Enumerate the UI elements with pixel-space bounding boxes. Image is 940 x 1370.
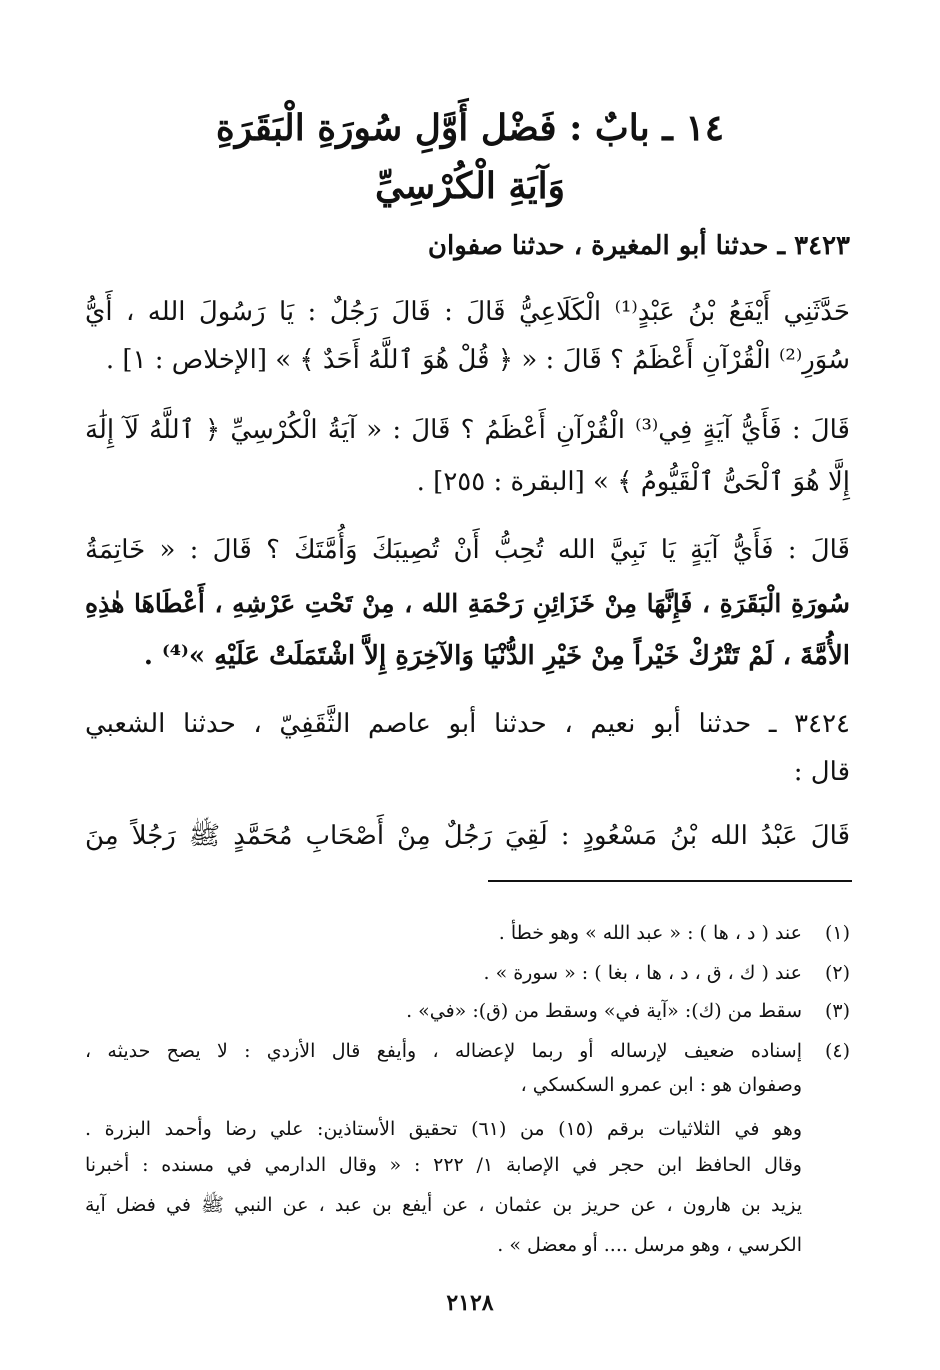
footnote-4-line-6: الكرسي ، وهو مرسل .... أو معضل » . — [497, 1234, 802, 1256]
hadith-3423-line-3: قَالَ : فَأَيُّ آيَةٍ فِي⁽³⁾ الْقُرْآنِ أَعْظَمُ ؟ قَالَ : « آيَةُ الْكُرْسِيِّ ﴿ ٱللَّهُ لَآ إِلَٰهَ — [85, 415, 850, 445]
hadith-3424-isnad-line-1: ٣٤٢٤ ـ حدثنا أبو نعيم ، حدثنا أبو عاصم الثَّقَفِيّ ، حدثنا الشعبي — [85, 709, 850, 739]
footnote-1-text: عند ( د ، ها ) : « عبد الله » وهو خطأ . — [498, 922, 802, 944]
footnote-2-text: عند ( ك ، ق ، د ، ها ، بغا ) : « سورة » . — [483, 962, 802, 984]
footnote-2-number: (٢) — [824, 962, 850, 984]
footnote-4-line-2: وصفوان هو : ابن عمرو السكسكي ، — [520, 1074, 802, 1096]
hadith-3424-matn-line-1: قَالَ عَبْدُ الله بْنُ مَسْعُودٍ : لَقِيَ رَجُلٌ مِنْ أَصْحَابِ مُحَمَّدٍ ﷺ رَجُلاً مِنَ — [85, 821, 850, 851]
footnote-4-line-3: وهو في الثلاثيات برقم (١٥) من (٦١) تحقيق الأستاذين: علي رضا وأحمد البزرة . — [85, 1118, 802, 1140]
footnote-4-line-1: إسناده ضعيف لإرساله أو ربما لإعضاله ، وأيفع قال الأزدي : لا يصح حديثه ، — [85, 1040, 802, 1062]
hadith-3423-line-4: إِلَّا هُوَ ٱلْحَىُّ ٱلْقَيُّومُ ﴾ » [البقرة : ٢٥٥] . — [416, 467, 850, 497]
hadith-3424-isnad-line-2: قال : — [793, 757, 850, 787]
footnote-4-line-5: يزيد بن هارون ، عن حريز بن عثمان ، عن أيفع بن عبد ، عن النبي ﷺ في فضل آية — [85, 1194, 802, 1216]
footnote-3-text: سقط من (ك): «آية في» وسقط من (ق): «في» . — [406, 1000, 802, 1022]
hadith-3423-isnad: ٣٤٢٣ ـ حدثنا أبو المغيرة ، حدثنا صفوان — [427, 231, 850, 261]
footnote-1-number: (١) — [824, 922, 850, 944]
hadith-3423-line-2: سُوَرِ⁽²⁾ الْقُرْآنِ أَعْظَمُ ؟ قَالَ : « ﴿ قُلْ هُوَ ٱللَّهُ أَحَدٌ ﴾ » [الإخلاص : ١] . — [105, 345, 850, 375]
footnote-3-number: (٣) — [824, 1000, 850, 1022]
footnote-separator — [488, 880, 852, 882]
page-number: ٢١٢٨ — [446, 1290, 494, 1316]
hadith-3423-line-1: حَدَّثَنِي أَيْفَعُ بْنُ عَبْدٍ⁽¹⁾ الْكَلَاعِيُّ قَالَ : قَالَ رَجُلٌ : يَا رَسُولَ الله ، أَيُّ — [85, 297, 850, 327]
hadith-3423-line-7: الأُمَّةَ ، لَمْ تَتْرُكْ خَيْراً مِنْ خَيْرِ الدُّنْيَا وَالآخِرَةِ إِلاَّ اشْتَمَلَتْ عَلَيْهِ »⁽⁴⁾ . — [143, 641, 850, 671]
chapter-title-line-2: وَآيَةِ الْكُرْسِيِّ — [374, 165, 566, 207]
footnote-4-number: (٤) — [824, 1040, 850, 1062]
footnote-4-line-4: وقال الحافظ ابن حجر في الإصابة ١/ ٢٢٢ : « وقال الدارمي في مسنده : أخبرنا — [85, 1154, 802, 1176]
chapter-title-line-1: ١٤ ـ بابٌ : فَضْل أَوَّلِ سُورَةِ الْبَقَرَةِ — [215, 107, 725, 149]
hadith-3423-line-5: قَالَ : فَأَيُّ آيَةٍ يَا نَبِيَّ الله تُحِبُّ أَنْ تُصِيبَكَ وَأُمَّتَكَ ؟ قَالَ : « خَاتِمَةُ — [85, 535, 850, 565]
hadith-3423-line-6: سُورَةِ الْبَقَرَةِ ، فَإِنَّهَا مِنْ خَزَائِنِ رَحْمَةِ الله ، مِنْ تَحْتِ عَرْشِهِ ، أَعْطَاهَا هٰذِهِ — [85, 589, 850, 618]
